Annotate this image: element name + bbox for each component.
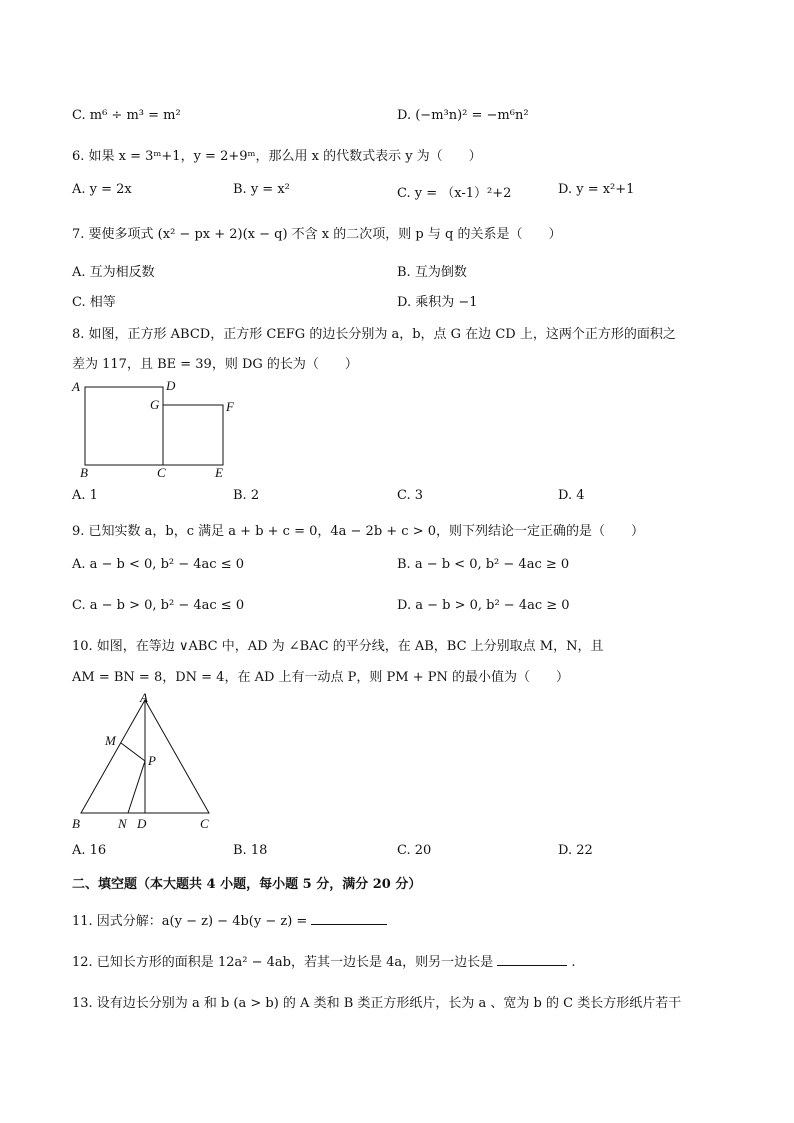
q7-option-c: C. 相等 xyxy=(72,295,116,310)
q12-stem: 12. 已知长方形的面积是 12a² − 4ab，若其一边长是 4a，则另一边长是 xyxy=(72,955,494,970)
q10-option-d: D. 22 xyxy=(558,843,593,858)
q8-option-a: A. 1 xyxy=(72,488,98,503)
label-g: G xyxy=(150,397,160,412)
label-a: A xyxy=(140,690,148,705)
q12-answer-blank[interactable] xyxy=(497,965,567,966)
q8-figure-squares xyxy=(70,376,250,482)
q10-option-c: C. 20 xyxy=(397,843,432,858)
q9-option-c: C. a − b > 0, b² − 4ac ≤ 0 xyxy=(72,598,245,613)
q8-option-c: C. 3 xyxy=(397,488,424,503)
q7-option-b: B. 互为倒数 xyxy=(397,265,467,280)
label-n: N xyxy=(118,816,127,831)
q11-answer-blank[interactable] xyxy=(311,924,387,925)
label-f: F xyxy=(226,399,234,414)
label-m: M xyxy=(105,733,116,748)
label-a: A xyxy=(72,379,80,394)
label-d: D xyxy=(137,816,147,831)
q7-stem: 7. 要使多项式 (x² − px + 2)(x − q) 不含 x 的二次项，则 p 与 q 的关系是（ ） xyxy=(72,227,562,242)
q8-option-d: D. 4 xyxy=(558,488,585,503)
label-p: P xyxy=(148,753,156,768)
q8-option-b: B. 2 xyxy=(233,488,260,503)
q6-option-b: B. y = x² xyxy=(233,182,290,197)
q10-option-b: B. 18 xyxy=(233,843,268,858)
q9-option-d: D. a − b > 0, b² − 4ac ≥ 0 xyxy=(397,598,570,613)
label-c: C xyxy=(157,465,166,480)
q7-option-a: A. 互为相反数 xyxy=(72,265,155,280)
label-d: D xyxy=(166,378,176,393)
q11-row xyxy=(72,910,387,929)
q6-option-c: C. y = （x-1）²+2 xyxy=(397,186,512,201)
label-e: E xyxy=(215,465,223,480)
q9-option-a: A. a − b < 0, b² − 4ac ≤ 0 xyxy=(72,557,244,572)
q11-stem: 11. 因式分解：a(y − z) − 4b(y − z) = xyxy=(72,914,308,929)
segment-np xyxy=(128,761,145,813)
q10-option-a: A. 16 xyxy=(72,843,107,858)
q9-option-b: B. a − b < 0, b² − 4ac ≥ 0 xyxy=(397,557,570,572)
q5-option-c: C. m⁶ ÷ m³ = m² xyxy=(72,108,181,123)
q6-option-a: A. y = 2x xyxy=(72,182,132,197)
q12-end: . xyxy=(571,955,576,970)
label-c: C xyxy=(200,816,209,831)
q12-row xyxy=(72,951,576,970)
label-b: B xyxy=(72,816,80,831)
section-2-heading: 二、填空题（本大题共 4 小题，每小题 5 分，满分 20 分） xyxy=(72,877,422,892)
q6-stem: 6. 如果 x = 3ᵐ+1，y = 2+9ᵐ，那么用 x 的代数式表示 y 为（ ） xyxy=(72,149,482,164)
q7-option-d: D. 乘积为 −1 xyxy=(397,295,478,310)
q6-option-d: D. y = x²+1 xyxy=(558,182,635,197)
q13-stem: 13. 设有边长分别为 a 和 b (a > b) 的 A 类和 B 类正方形纸片，长为 a 、宽为 b 的 C 类长方形纸片若干 xyxy=(72,996,682,1011)
segment-pm xyxy=(121,743,145,761)
q10-stem-line2: AM = BN = 8，DN = 4，在 AD 上有一动点 P，则 PM + PN 的最小值为（ ） xyxy=(72,670,569,685)
q10-stem-line1: 10. 如图，在等边 ∨ABC 中，AD 为 ∠BAC 的平分线，在 AB，BC 上分别取点 M，N，且 xyxy=(72,639,604,654)
q9-stem: 9. 已知实数 a，b，c 满足 a + b + c = 0，4a − 2b + c > 0，则下列结论一定正确的是（ ） xyxy=(72,524,645,539)
q8-stem-line2: 差为 117，且 BE = 39，则 DG 的长为（ ） xyxy=(72,357,358,372)
square-cefg xyxy=(163,405,223,465)
q10-figure-triangle xyxy=(68,690,228,835)
label-b: B xyxy=(80,465,88,480)
q5-option-d: D. (−m³n)² = −m⁶n² xyxy=(397,108,529,123)
q8-stem-line1: 8. 如图，正方形 ABCD，正方形 CEFG 的边长分别为 a，b，点 G 在边 CD 上，这两个正方形的面积之 xyxy=(72,327,676,342)
